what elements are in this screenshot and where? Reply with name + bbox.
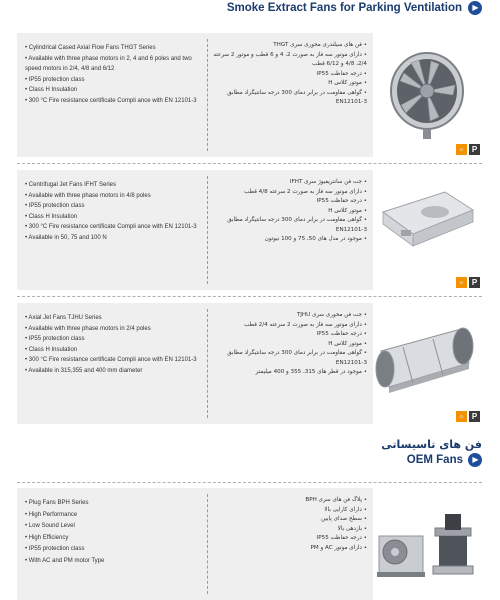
spec-item: • Class H Insulation — [25, 213, 78, 220]
column-divider — [207, 494, 208, 594]
product-specs-fa — [213, 170, 367, 245]
spec-item: • Available with three phase motors in 4/8 poles — [25, 192, 151, 199]
spec-item: • جت فن سانتریفیوژ سری IFHT — [289, 179, 367, 185]
product-specs-fa — [213, 488, 367, 553]
section-title-fa: فن های تاسیساتی — [381, 438, 482, 451]
spec-item: • IP55 protection class — [25, 336, 85, 342]
spec-item: • Available in 315,355 and 400 mm diameter — [25, 367, 143, 374]
column-divider — [207, 309, 208, 418]
product-card-thgt — [17, 33, 482, 157]
parking-icon: P — [469, 144, 480, 155]
column-divider — [207, 176, 208, 284]
spec-item: • IP55 protection class — [25, 203, 85, 209]
product-specs-en — [17, 303, 205, 376]
spec-item: • دارای موتور سه فاز به صورت 2 سرعته 2/4 قطب — [244, 321, 367, 328]
arrow-right-icon[interactable]: ▶ — [468, 1, 482, 15]
spec-item: • Plug Fans BPH Series — [25, 500, 89, 506]
spec-item: • Cylindrical Cased Axial Flow Fans THGT Series — [25, 45, 156, 51]
spec-item: • With AC and PM motor Type — [25, 557, 105, 564]
product-specs-fa — [213, 303, 367, 378]
product-card-bph — [17, 488, 482, 600]
product-specs-en — [17, 170, 205, 243]
divider — [17, 296, 482, 297]
section-header-smoke-extract — [190, 0, 482, 16]
badge-group — [456, 411, 480, 422]
spec-item: • Centrifugal Jet Fans IFHT Series — [25, 182, 117, 188]
spec-item: • موتور کلاس H — [328, 340, 367, 347]
spec-item: • دارای موتور سه فاز به صورت 2، 4 و 6 قطب و موتور 2 سرعته 2/4، 4/8 و 6/12 قطب — [213, 51, 367, 67]
spec-item: • موجود در قطر های 315، 355 و 400 میلیمتر — [255, 369, 367, 375]
spec-item: • 300 °C Fire resistance certificate Compli ance with EN 12101-3 — [25, 357, 197, 363]
spec-item: • Available with three phase motors in 2, 4 and 6 poles and two speed motors in 2/4, 4/8 and 6/12 — [25, 55, 192, 72]
parking-icon: P — [469, 411, 480, 422]
product-image-axial-fan — [373, 33, 482, 157]
spec-item: • موتور کلاس H — [328, 207, 367, 214]
spec-item: • دارای کارایی بالا — [324, 506, 367, 513]
spec-item: • Available in 50, 75 and 100 N — [25, 234, 107, 241]
fire-safety-icon: ☼ — [456, 144, 467, 155]
divider — [17, 163, 482, 164]
spec-item: • بازدهی بالا — [337, 525, 367, 532]
product-image-plug-fans — [373, 488, 482, 600]
fire-safety-icon: ☼ — [456, 277, 467, 288]
spec-item: • Low Sound Level — [25, 523, 75, 529]
badge-group — [456, 144, 480, 155]
spec-item: • درجه حفاظت IP55 — [316, 535, 367, 541]
product-image-axial-jet-fan — [373, 303, 482, 424]
product-card-tjhu — [17, 303, 482, 424]
product-specs-en — [17, 488, 205, 567]
spec-item: • درجه حفاظت IP55 — [316, 70, 367, 77]
spec-item: • Class H Insulation — [25, 87, 78, 93]
spec-item: • پلاگ فن های سری BPH — [305, 497, 367, 503]
spec-item: • فن های سیلندری محوری سری THGT — [273, 42, 367, 48]
product-image-jet-fan — [373, 170, 482, 290]
spec-item: • Available with three phase motors in 2/4 poles — [25, 325, 151, 332]
section-header-oem — [350, 438, 482, 467]
spec-item: • گواهی مقاومت در برابر دمای 300 درجه سانتیگراد مطابق EN12101-3 — [227, 89, 367, 105]
spec-item: • جت فن محوری سری TJHU — [296, 312, 367, 318]
spec-item: • IP55 protection class — [25, 546, 85, 552]
badge-group — [456, 277, 480, 288]
spec-item: • Class H Insulation — [25, 346, 78, 353]
spec-item: • 300 °C Fire resistance certificate Compli ance with EN 12101-3 — [25, 97, 197, 104]
spec-item: • دارای موتور AC و PM — [310, 544, 367, 551]
spec-item: • درجه حفاظت IP55 — [316, 198, 367, 204]
spec-item: • گواهی مقاومت در برابر دمای 300 درجه سانتیگراد مطابق EN12101-3 — [227, 217, 367, 233]
parking-icon: P — [469, 277, 480, 288]
arrow-right-icon[interactable]: ▶ — [468, 453, 482, 467]
spec-item: • درجه حفاظت IP55 — [316, 331, 367, 337]
product-specs-en — [17, 33, 205, 106]
spec-item: • High Efficiency — [25, 534, 69, 541]
spec-item: • Axial Jet Fans TJHU Series — [25, 315, 102, 321]
product-card-ifht — [17, 170, 482, 290]
section-title: Smoke Extract Fans for Parking Ventilation — [226, 2, 462, 14]
divider — [17, 482, 482, 483]
spec-item: • دارای موتور سه فاز به صورت 2 سرعته 4/8 قطب — [244, 188, 367, 195]
spec-item: • 300 °C Fire resistance certificate Compli ance with EN 12101-3 — [25, 224, 197, 230]
spec-item: • گواهی مقاومت در برابر دمای 300 درجه سانتیگراد مطابق EN12101-3 — [227, 350, 367, 366]
spec-item: • موتور کلاس H — [328, 80, 367, 86]
product-specs-fa — [213, 33, 367, 108]
spec-item: • سطح صدای پایین — [321, 516, 367, 522]
section-title-en: OEM Fans — [406, 454, 463, 466]
spec-item: • High Performance — [25, 511, 78, 518]
column-divider — [207, 39, 208, 151]
spec-item: • IP55 protection class — [25, 76, 85, 83]
fire-safety-icon: ☼ — [456, 411, 467, 422]
spec-item: • موجود در مدل های 50، 75 و 100 نیوتون — [264, 236, 367, 242]
